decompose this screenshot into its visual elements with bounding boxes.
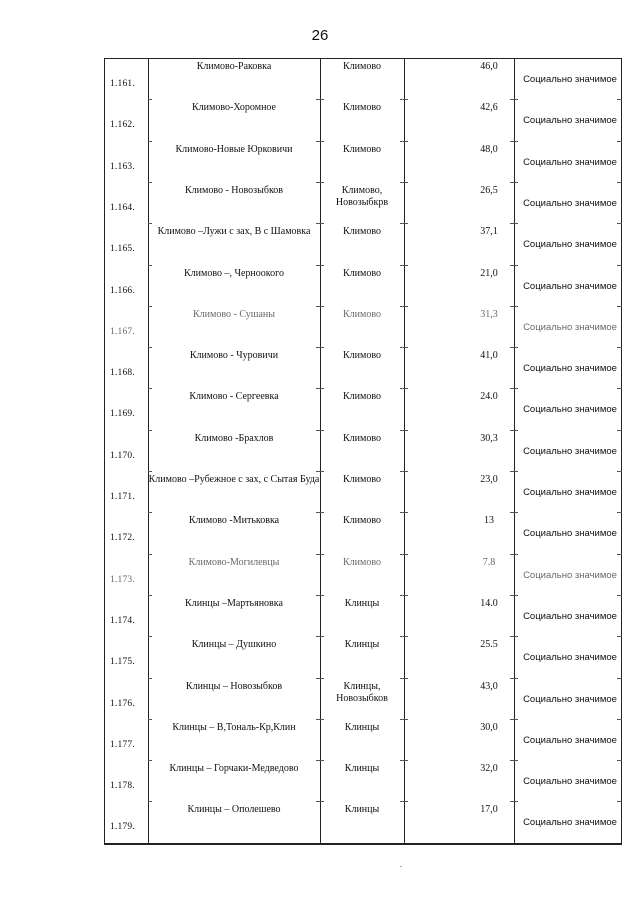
route-name: Климово –Лужи с зах, В с Шамовка bbox=[157, 226, 311, 238]
route-status: Социально значимое bbox=[523, 115, 617, 127]
route-distance: 13 bbox=[484, 515, 494, 527]
row-separator-ticks bbox=[104, 801, 622, 802]
route-name: Климово -Митьковка bbox=[188, 515, 280, 527]
carrier-name: Климово bbox=[343, 556, 381, 568]
table-row bbox=[104, 471, 622, 512]
route-name: Клинцы – В,Тональ-Кр,Клин bbox=[172, 721, 296, 733]
route-status: Социально значимое bbox=[523, 652, 617, 664]
row-number: 1.163. bbox=[110, 161, 135, 172]
carrier-name: Клинцы bbox=[344, 763, 380, 775]
carrier-name: Климово bbox=[343, 391, 381, 403]
route-status: Социально значимое bbox=[523, 197, 617, 209]
route-status: Социально значимое bbox=[523, 321, 617, 333]
carrier-name: Клинцы bbox=[344, 804, 380, 816]
carrier-name: Клинцы bbox=[344, 721, 380, 733]
row-separator-ticks bbox=[104, 99, 622, 100]
row-number: 1.179. bbox=[110, 822, 135, 833]
table-row bbox=[104, 595, 622, 636]
route-status: Социально значимое bbox=[523, 776, 617, 788]
carrier-name: Климово bbox=[343, 474, 381, 485]
route-name: Климово-Раковка bbox=[196, 61, 272, 72]
route-status: Социально значимое bbox=[523, 74, 617, 85]
route-name: Клинцы – Душкино bbox=[191, 639, 277, 651]
route-distance: 25.5 bbox=[480, 639, 498, 651]
table-row bbox=[104, 430, 622, 471]
route-status: Социально значимое bbox=[523, 817, 617, 829]
route-name: Клинцы – Новозыбков bbox=[185, 680, 283, 692]
routes-table bbox=[104, 58, 622, 844]
row-separator-ticks bbox=[104, 471, 622, 472]
route-name: Климово - Сушаны bbox=[193, 308, 275, 320]
row-number: 1.161. bbox=[110, 79, 135, 89]
route-name: Клинцы –Мартьяновка bbox=[185, 597, 283, 609]
table-row bbox=[104, 141, 622, 182]
page-number: 26 bbox=[311, 27, 329, 44]
scan-speck bbox=[400, 866, 402, 867]
route-distance: 26,5 bbox=[480, 184, 498, 196]
route-distance: 23,0 bbox=[480, 474, 498, 485]
route-name: Климово-Хоромное bbox=[192, 102, 276, 114]
carrier-name: Климово bbox=[343, 308, 381, 320]
table-row bbox=[104, 512, 622, 553]
route-status: Социально значимое bbox=[523, 610, 617, 622]
table-row bbox=[104, 182, 622, 223]
row-separator-ticks bbox=[104, 306, 622, 307]
carrier-name: Климово bbox=[343, 226, 381, 238]
table-row bbox=[104, 388, 622, 429]
row-separator-ticks bbox=[104, 347, 622, 348]
table-row bbox=[104, 719, 622, 760]
route-status: Социально значимое bbox=[523, 734, 617, 746]
route-distance: 31,3 bbox=[480, 308, 498, 320]
carrier-name: Климово bbox=[343, 350, 381, 362]
row-number: 1.164. bbox=[110, 202, 135, 213]
carrier-name: Климово bbox=[343, 515, 381, 527]
route-distance: 7.8 bbox=[482, 556, 496, 568]
carrier-name: Климово bbox=[343, 432, 381, 444]
table-row bbox=[104, 99, 622, 140]
route-status: Социально значимое bbox=[523, 363, 617, 375]
route-status: Социально значимое bbox=[523, 280, 617, 292]
row-number: 1.169. bbox=[110, 409, 135, 420]
row-number: 1.171. bbox=[110, 492, 135, 502]
row-number: 1.167. bbox=[110, 326, 135, 337]
row-number: 1.173. bbox=[110, 574, 135, 585]
row-separator-ticks bbox=[104, 388, 622, 389]
table-row bbox=[104, 347, 622, 388]
route-distance: 41,0 bbox=[480, 350, 498, 362]
row-separator-ticks bbox=[104, 678, 622, 679]
row-number: 1.170. bbox=[110, 450, 135, 461]
route-status: Социально значимое bbox=[523, 445, 617, 457]
row-separator-ticks bbox=[104, 719, 622, 720]
table-row bbox=[104, 223, 622, 264]
row-separator-ticks bbox=[104, 554, 622, 555]
row-separator-ticks bbox=[104, 182, 622, 183]
row-number: 1.178. bbox=[110, 781, 135, 792]
route-distance: 46,0 bbox=[480, 61, 498, 72]
carrier-name: Клинцы bbox=[344, 597, 380, 609]
route-distance: 14.0 bbox=[480, 597, 498, 609]
row-number: 1.165. bbox=[110, 244, 135, 255]
carrier-name: Климово bbox=[343, 143, 381, 155]
table-bottom-border bbox=[104, 843, 622, 845]
route-status: Социально значимое bbox=[523, 404, 617, 416]
route-distance: 30,0 bbox=[480, 721, 498, 733]
route-status: Социально значимое bbox=[523, 156, 617, 168]
table-row bbox=[104, 801, 622, 842]
route-name: Климово - Чуровичи bbox=[189, 350, 279, 362]
carrier-name: Климово bbox=[343, 61, 381, 72]
row-number: 1.175. bbox=[110, 657, 135, 668]
row-separator-ticks bbox=[104, 760, 622, 761]
row-number: 1.172. bbox=[110, 533, 135, 544]
row-number: 1.174. bbox=[110, 615, 135, 626]
carrier-name: Клинцы, Новозыбков bbox=[336, 680, 388, 704]
route-name: Клинцы – Ополешево bbox=[187, 804, 281, 816]
route-name: Климово –, Черноокого bbox=[184, 267, 284, 279]
route-name: Климово -Брахлов bbox=[194, 432, 274, 444]
route-distance: 48,0 bbox=[480, 143, 498, 155]
route-distance: 42,6 bbox=[480, 102, 498, 114]
row-separator-ticks bbox=[104, 141, 622, 142]
route-status: Социально значимое bbox=[523, 569, 617, 581]
table-row bbox=[104, 554, 622, 595]
row-number: 1.177. bbox=[110, 739, 135, 750]
carrier-name: Климово, Новозыбкрв bbox=[335, 184, 389, 208]
row-separator-ticks bbox=[104, 636, 622, 637]
route-distance: 37,1 bbox=[480, 226, 498, 238]
row-separator-ticks bbox=[104, 265, 622, 266]
route-name: Климово - Сергеевка bbox=[189, 391, 279, 403]
row-number: 1.168. bbox=[110, 368, 135, 379]
route-status: Социально значимое bbox=[523, 528, 617, 540]
route-status: Социально значимое bbox=[523, 487, 617, 498]
table-row bbox=[104, 678, 622, 719]
row-number: 1.176. bbox=[110, 698, 135, 709]
route-distance: 21,0 bbox=[480, 267, 498, 279]
route-distance: 17,0 bbox=[480, 804, 498, 816]
route-name: Климово-Могилевцы bbox=[188, 556, 280, 568]
row-separator-ticks bbox=[104, 430, 622, 431]
route-distance: 32,0 bbox=[480, 763, 498, 775]
route-name: Клинцы – Горчаки-Медведово bbox=[169, 763, 299, 775]
carrier-name: Клинцы bbox=[344, 639, 380, 651]
row-separator-ticks bbox=[104, 512, 622, 513]
table-row bbox=[104, 265, 622, 306]
route-name: Климово-Новые Юрковичи bbox=[175, 143, 293, 155]
carrier-name: Климово bbox=[343, 102, 381, 114]
route-distance: 30,3 bbox=[480, 432, 498, 444]
carrier-name: Климово bbox=[343, 267, 381, 279]
table-row bbox=[104, 306, 622, 347]
row-separator-ticks bbox=[104, 223, 622, 224]
table-row bbox=[104, 760, 622, 801]
route-status: Социально значимое bbox=[523, 693, 617, 705]
table-row bbox=[104, 58, 622, 99]
row-number: 1.166. bbox=[110, 285, 135, 296]
row-number: 1.162. bbox=[110, 120, 135, 131]
route-name: Климово - Новозыбков bbox=[184, 184, 284, 196]
route-status: Социально значимое bbox=[523, 239, 617, 251]
row-separator-ticks bbox=[104, 595, 622, 596]
route-distance: 24.0 bbox=[480, 391, 498, 403]
route-name: Климово –Рубежное с зах, с Сытая Буда bbox=[148, 474, 320, 485]
table-row bbox=[104, 636, 622, 677]
route-distance: 43,0 bbox=[480, 680, 498, 692]
